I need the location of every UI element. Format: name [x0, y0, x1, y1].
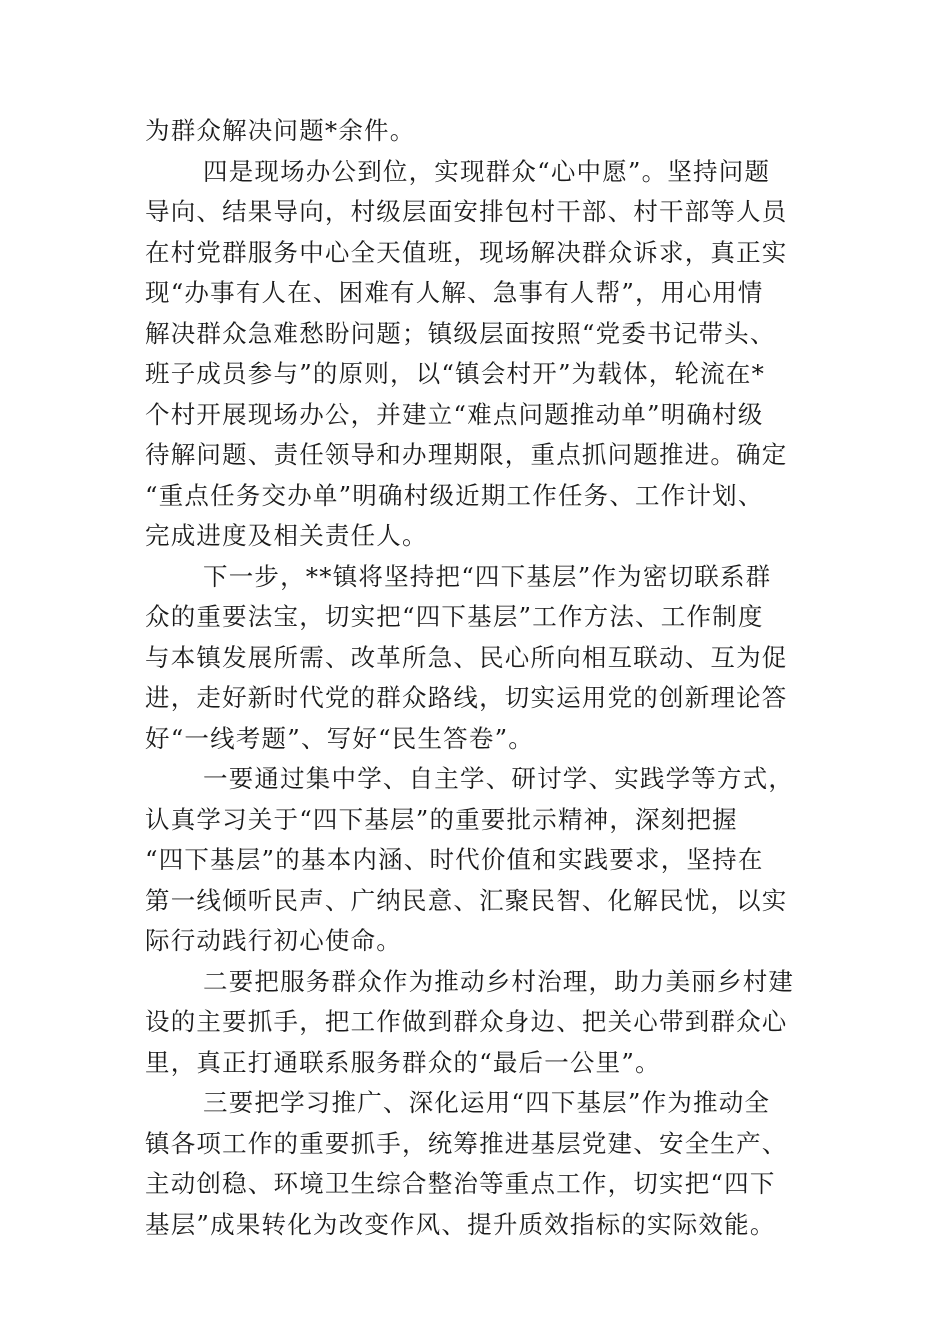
- text-line: 导向、结果导向，村级层面安排包村干部、村干部等人员: [145, 197, 788, 226]
- text-line: “重点任务交办单”明确村级近期工作任务、工作计划、: [145, 480, 764, 510]
- text-line: 完成进度及相关责任人。: [145, 521, 428, 550]
- text-line: 众的重要法宝，切实把“四下基层”工作方法、工作制度: [145, 602, 764, 631]
- text-line: 认真学习关于“四下基层”的重要批示精神，深刻把握: [145, 804, 738, 834]
- paragraph-first-line: 下一步，**镇将坚持把“四下基层”作为密切联系群: [203, 561, 772, 591]
- paragraph-first-line: 三要把学习推广、深化运用“四下基层”作为推动全: [203, 1088, 771, 1117]
- text-line: 际行动践行初心使命。: [145, 926, 402, 955]
- text-line: 基层”成果转化为改变作风、提升质效指标的实际效能。: [145, 1209, 776, 1239]
- document-body: [145, 111, 805, 1245]
- text-line: 为群众解决问题*余件。: [145, 116, 416, 145]
- text-line: 个村开展现场办公，并建立“难点问题推动单”明确村级: [145, 399, 764, 429]
- text-line: 里，真正打通联系服务群众的“最后一公里”。: [145, 1047, 661, 1077]
- paragraph-first-line: 四是现场办公到位，实现群众“心中愿”。坚持问题: [203, 156, 771, 186]
- text-line: 在村党群服务中心全天值班，现场解决群众诉求，真正实: [145, 237, 788, 267]
- text-line: 班子成员参与”的原则，以“镇会村开”为载体，轮流在*: [145, 359, 766, 388]
- text-line: “四下基层”的基本内涵、时代价值和实践要求，坚持在: [145, 845, 764, 874]
- text-line: 待解问题、责任领导和办理期限，重点抓问题推进。确定: [145, 440, 788, 469]
- text-line: 第一线倾听民声、广纳民意、汇聚民智、化解民忧，以实: [145, 885, 788, 915]
- text-line: 好“一线考题”、写好“民生答卷”。: [145, 723, 534, 753]
- paragraph-first-line: 二要把服务群众作为推动乡村治理，助力美丽乡村建: [203, 966, 795, 996]
- text-line: 进，走好新时代党的群众路线，切实运用党的创新理论答: [145, 683, 788, 712]
- paragraph-first-line: 一要通过集中学、自主学、研讨学、实践学等方式，: [203, 764, 795, 793]
- text-line: 设的主要抓手，把工作做到群众身边、把关心带到群众心: [145, 1007, 788, 1036]
- text-line: 与本镇发展所需、改革所急、民心所向相互联动、互为促: [145, 642, 788, 672]
- text-line: 镇各项工作的重要抓手，统筹推进基层党建、安全生产、: [145, 1128, 788, 1158]
- text-line: 解决群众急难愁盼问题；镇级层面按照“党委书记带头、: [145, 318, 776, 348]
- text-line: 现“办事有人在、困难有人解、急事有人帮”，用心用情: [145, 278, 764, 307]
- text-line: 主动创稳、环境卫生综合整治等重点工作，切实把“四下: [145, 1169, 776, 1198]
